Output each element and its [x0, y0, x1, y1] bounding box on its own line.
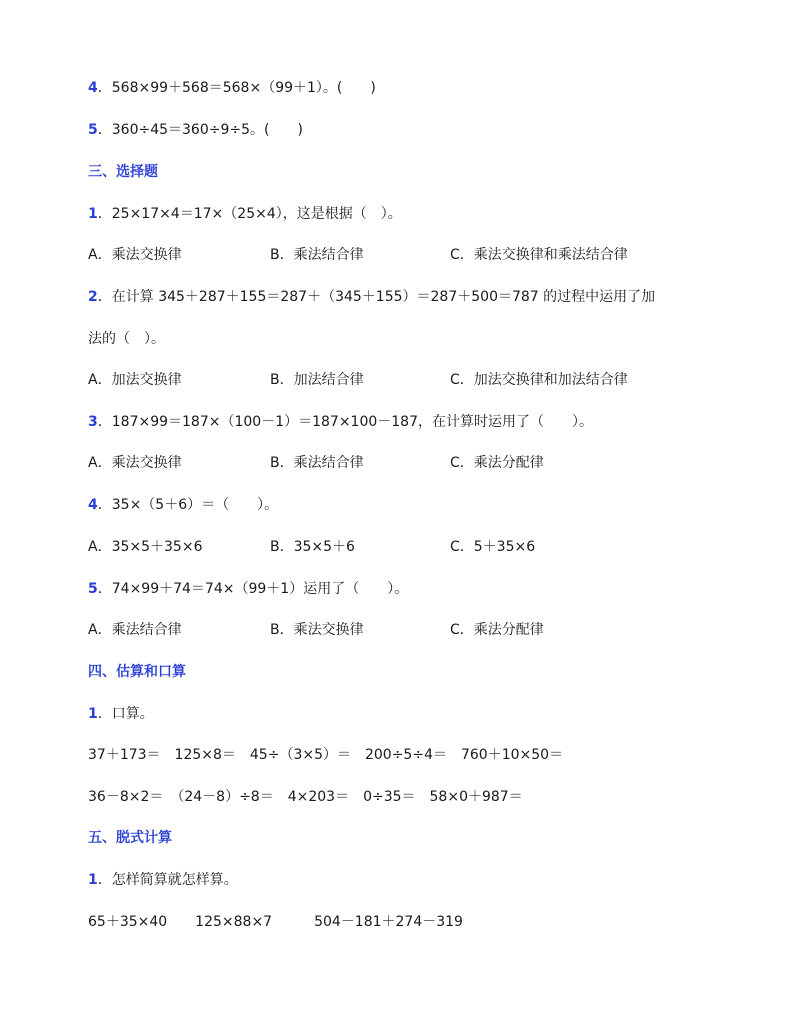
option-b[interactable]: B．加法结合律: [270, 372, 364, 388]
question-number: 1: [88, 206, 98, 222]
option-b[interactable]: B．乘法结合律: [270, 247, 364, 263]
question-number: 1: [88, 706, 98, 722]
option-c[interactable]: C．乘法交换律和乘法结合律: [450, 247, 628, 263]
option-c[interactable]: C．乘法分配律: [450, 622, 544, 638]
option-b[interactable]: B．35×5＋6: [270, 539, 355, 555]
option-b[interactable]: B．乘法交换律: [270, 622, 364, 638]
judgement-item-4: [88, 78, 376, 98]
choice-question-2: [88, 287, 655, 307]
question-text: ．怎样简算就怎样算。: [97, 872, 238, 888]
question-text: ．187×99＝187×（100－1）＝187×100－187，在计算时运用了（ ）。: [97, 414, 593, 430]
question-text-continued: 法的（ ）。: [88, 331, 165, 347]
question-number: 5: [88, 122, 98, 138]
mental-math-row-1: 37＋173＝ 125×8＝ 45÷（3×5）＝ 200÷5÷4＝ 760＋10×50＝: [88, 747, 564, 763]
question-number: 5: [88, 581, 98, 597]
option-b[interactable]: B．乘法结合律: [270, 455, 364, 471]
section-3-heading: 三、选择题: [88, 164, 158, 180]
option-a[interactable]: A．乘法交换律: [88, 455, 182, 471]
option-a[interactable]: A．乘法结合律: [88, 622, 182, 638]
question-number: 1: [88, 872, 98, 888]
mental-math-question: [88, 704, 154, 724]
question-text: ．568×99＋568＝568×（99＋1）。( ): [97, 80, 376, 96]
question-text: ．在计算 345＋287＋155＝287＋（345＋155）＝287＋500＝787 的过程中运用了加: [97, 289, 656, 305]
option-c[interactable]: C．加法交换律和加法结合律: [450, 372, 628, 388]
section-4-heading: 四、估算和口算: [88, 664, 186, 680]
option-a[interactable]: A．乘法交换律: [88, 247, 182, 263]
question-number: 2: [88, 289, 98, 305]
calculation-question: [88, 870, 238, 890]
section-5-heading: 五、脱式计算: [88, 830, 172, 846]
option-c[interactable]: C．乘法分配律: [450, 455, 544, 471]
question-text: ．360÷45＝360÷9÷5。( ): [97, 122, 303, 138]
choice-question-5: [88, 579, 408, 599]
question-text: ．25×17×4＝17×（25×4），这是根据（ ）。: [97, 206, 402, 222]
question-number: 4: [88, 80, 98, 96]
option-a[interactable]: A．35×5＋35×6: [88, 539, 203, 555]
choice-question-3: [88, 412, 593, 432]
mental-math-row-2: 36－8×2＝ （24－8）÷8＝ 4×203＝ 0÷35＝ 58×0＋987＝: [88, 789, 523, 805]
calculation-row-1: 65＋35×40 125×88×7 504－181＋274－319: [88, 914, 463, 930]
option-c[interactable]: C．5＋35×6: [450, 539, 536, 555]
question-text: ．35×（5＋6）＝（ ）。: [97, 497, 279, 513]
question-text: ．口算。: [97, 706, 154, 722]
option-a[interactable]: A．加法交换律: [88, 372, 182, 388]
question-number: 3: [88, 414, 98, 430]
choice-question-4: [88, 495, 278, 515]
judgement-item-5: [88, 120, 303, 140]
question-number: 4: [88, 497, 98, 513]
choice-question-1: [88, 204, 402, 224]
question-text: ．74×99＋74＝74×（99＋1）运用了（ ）。: [97, 581, 409, 597]
